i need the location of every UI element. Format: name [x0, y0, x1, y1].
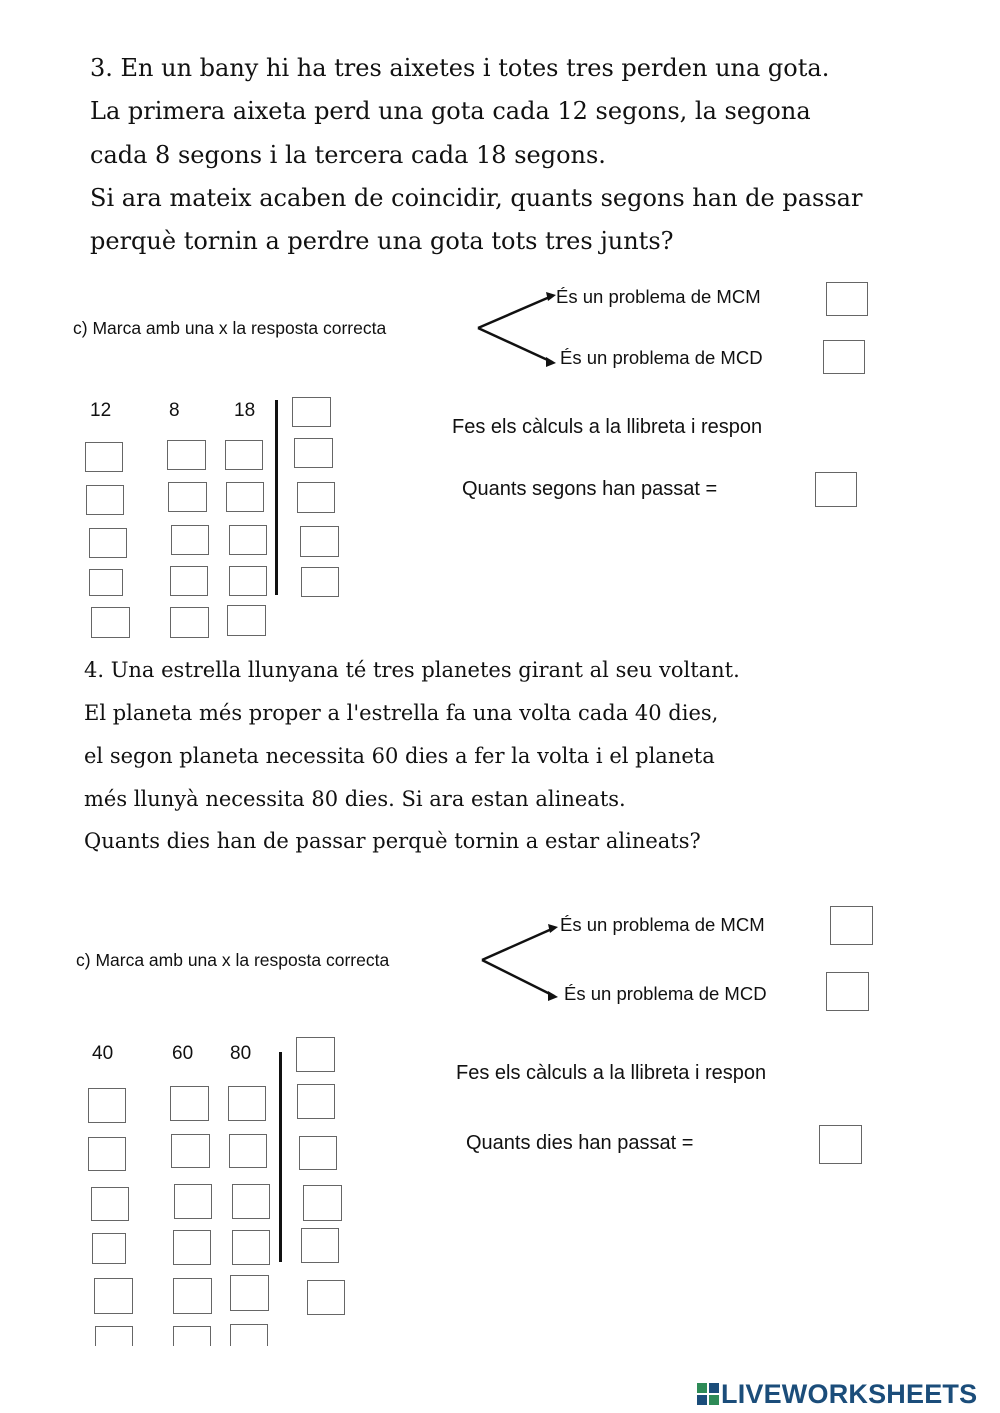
problem-3-option-mcm-checkbox[interactable]: [826, 282, 868, 316]
problem-4-option-mcd-checkbox[interactable]: [826, 972, 869, 1011]
problem-3-grid-box[interactable]: [86, 485, 124, 515]
problem-3-line: 3. En un bany hi ha tres aixetes i totes tres perden una gota.: [90, 54, 830, 82]
problem-3-grid-box[interactable]: [226, 482, 264, 512]
problem-3-line: cada 8 segons i la tercera cada 18 segons.: [90, 141, 606, 169]
problem-3-grid-box[interactable]: [89, 569, 123, 596]
problem-3-line: Si ara mateix acaben de coincidir, quants segons han de passar: [90, 184, 863, 212]
problem-4-grid-box[interactable]: [88, 1137, 126, 1171]
problem-3-answer-box[interactable]: [815, 472, 857, 507]
problem-4-grid-box[interactable]: [91, 1187, 129, 1221]
brand-text: LIVEWORKSHEETS: [721, 1379, 978, 1409]
problem-4-grid-box[interactable]: [299, 1136, 337, 1170]
problem-4-branch-arrows: [474, 920, 564, 1004]
problem-3-grid-box[interactable]: [297, 482, 335, 513]
problem-4-grid-box[interactable]: [88, 1088, 126, 1123]
problem-3-grid-box[interactable]: [167, 440, 206, 470]
problem-4-number: 60: [172, 1043, 194, 1064]
problem-3-grid-box[interactable]: [171, 525, 209, 555]
problem-4-grid-box[interactable]: [173, 1230, 211, 1265]
problem-4-grid-box[interactable]: [301, 1228, 339, 1263]
problem-4-grid-box[interactable]: [307, 1280, 345, 1315]
problem-4-line: 4. Una estrella llunyana té tres planetes girant al seu voltant.: [84, 658, 740, 682]
problem-3-number: 8: [169, 400, 180, 421]
problem-3-line: perquè tornin a perdre una gota tots tres junts?: [90, 227, 674, 255]
problem-3-grid-box[interactable]: [229, 525, 267, 555]
problem-4-grid-box[interactable]: [230, 1324, 268, 1346]
problem-3-grid-box[interactable]: [170, 566, 208, 596]
problem-3-number: 18: [234, 400, 256, 421]
problem-4-grid-box[interactable]: [171, 1134, 210, 1168]
problem-3-option-mcm-label: És un problema de MCM: [556, 286, 761, 307]
problem-3-grid-box[interactable]: [294, 438, 333, 468]
problem-4-line: Quants dies han de passar perquè tornin a estar alineats?: [84, 829, 701, 853]
problem-4-answer-label: Quants dies han passat =: [466, 1132, 694, 1154]
problem-3-mark-prompt: c) Marca amb una x la resposta correcta: [73, 318, 387, 338]
problem-4-grid-box[interactable]: [296, 1037, 335, 1072]
problem-3-calc-instruction: Fes els càlculs a la llibreta i respon: [452, 416, 763, 438]
problem-3-number: 12: [90, 400, 112, 421]
problem-3-grid-box[interactable]: [229, 566, 267, 596]
liveworksheets-logo: [697, 1379, 997, 1411]
problem-3-grid-box[interactable]: [170, 607, 209, 638]
problem-4-option-mcm-label: És un problema de MCM: [560, 914, 765, 935]
problem-4-grid-box[interactable]: [230, 1275, 269, 1311]
problem-4-line: El planeta més proper a l'estrella fa una volta cada 40 dies,: [84, 701, 719, 725]
problem-3-grid-box[interactable]: [91, 607, 130, 638]
problem-4-answer-box[interactable]: [819, 1125, 862, 1164]
problem-3-grid-box[interactable]: [292, 397, 331, 427]
problem-4-grid-box[interactable]: [173, 1326, 211, 1346]
problem-4-grid-box[interactable]: [170, 1086, 209, 1121]
problem-3-option-mcd-checkbox[interactable]: [823, 340, 865, 374]
problem-4-line: més llunyà necessita 80 dies. Si ara estan alineats.: [84, 787, 626, 811]
problem-3-line: La primera aixeta perd una gota cada 12 segons, la segona: [90, 97, 811, 125]
problem-3-grid-box[interactable]: [85, 442, 123, 472]
problem-4-grid-box[interactable]: [229, 1134, 267, 1168]
liveworksheets-grid-icon: [697, 1383, 719, 1405]
problem-3-branch-arrows: [470, 290, 560, 370]
problem-3-grid-box[interactable]: [227, 605, 266, 636]
problem-4-grid-box[interactable]: [232, 1230, 270, 1265]
problem-3-grid-box[interactable]: [168, 482, 207, 512]
problem-4-grid-box[interactable]: [228, 1086, 266, 1121]
problem-4-number: 80: [230, 1043, 252, 1064]
problem-3-divider-line: [275, 400, 278, 595]
problem-4-grid-box[interactable]: [94, 1278, 133, 1314]
problem-4-number: 40: [92, 1043, 114, 1064]
problem-4-grid-box[interactable]: [297, 1084, 335, 1119]
problem-3-grid-box[interactable]: [89, 528, 127, 558]
problem-4-grid-box[interactable]: [303, 1185, 342, 1221]
problem-3-answer-label: Quants segons han passat =: [462, 478, 718, 500]
problem-3-grid-box[interactable]: [225, 440, 263, 470]
problem-4-grid-box[interactable]: [173, 1278, 212, 1314]
problem-4-grid-box[interactable]: [232, 1184, 270, 1219]
problem-4-grid-box[interactable]: [174, 1184, 212, 1219]
problem-4-grid-box[interactable]: [95, 1326, 133, 1346]
problem-3-option-mcd-label: És un problema de MCD: [560, 347, 763, 368]
problem-4-option-mcm-checkbox[interactable]: [830, 906, 873, 945]
problem-4-option-mcd-label: És un problema de MCD: [564, 983, 767, 1004]
problem-4-calc-instruction: Fes els càlculs a la llibreta i respon: [456, 1062, 767, 1084]
problem-4-grid-box[interactable]: [92, 1233, 126, 1264]
problem-4-line: el segon planeta necessita 60 dies a fer la volta i el planeta: [84, 744, 715, 768]
problem-3-grid-box[interactable]: [300, 526, 339, 557]
problem-3-grid-box[interactable]: [301, 567, 339, 597]
problem-4-divider-line: [279, 1052, 282, 1262]
problem-4-mark-prompt: c) Marca amb una x la resposta correcta: [76, 950, 390, 970]
